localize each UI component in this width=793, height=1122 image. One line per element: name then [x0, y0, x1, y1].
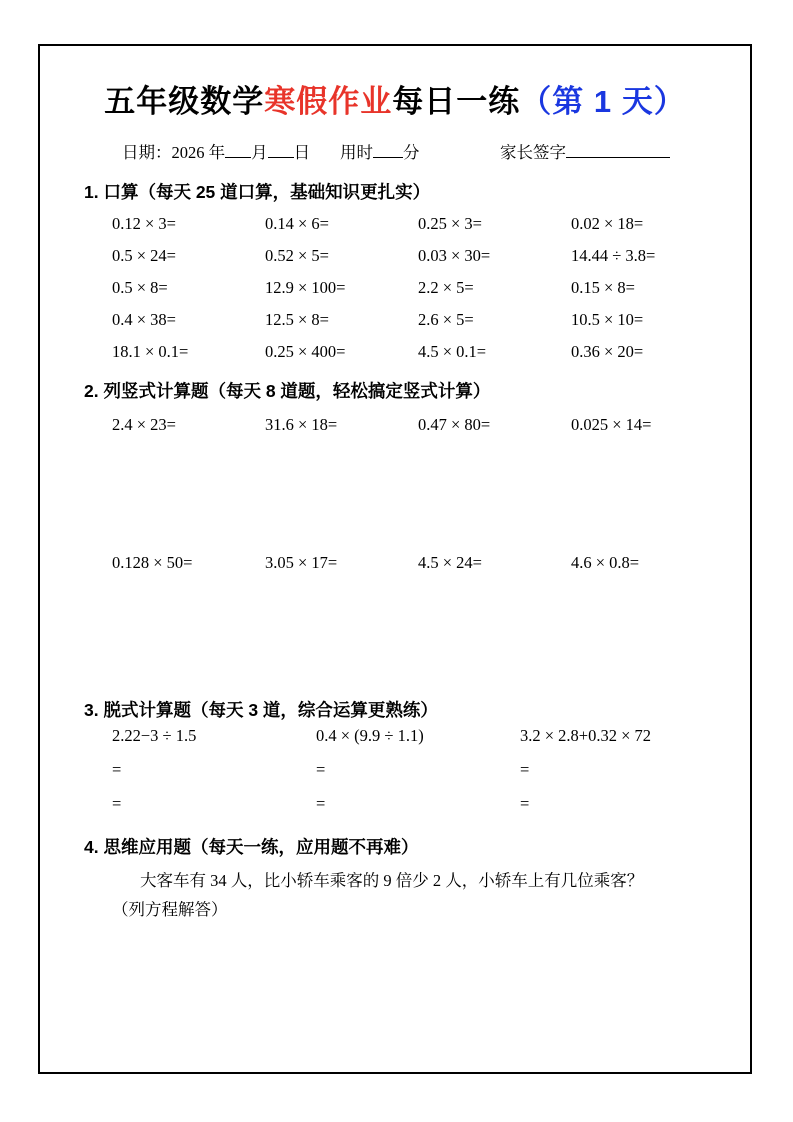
equals-cell: = [316, 794, 326, 813]
problem-row [112, 415, 724, 435]
page-title [66, 76, 724, 121]
problem-cell: 0.025 × 14= [571, 415, 652, 434]
problem-cell: 31.6 × 18= [265, 415, 338, 434]
problem-cell: 0.15 × 8= [571, 278, 635, 297]
problem-row [112, 214, 724, 234]
equals-row [112, 794, 724, 814]
title-part-day: （第 1 天） [520, 84, 686, 119]
section-heading-3: 3. 脱式计算题（每天 3 道，综合运算更熟练） [84, 700, 438, 720]
equals-row [112, 760, 724, 780]
title-part-highlight: 寒假作业 [264, 84, 393, 119]
section-heading-4: 4. 思维应用题（每天一练，应用题不再难） [84, 837, 419, 857]
equals-cell: = [520, 794, 530, 813]
month-blank[interactable] [225, 157, 251, 158]
problem-cell: 0.4 × (9.9 ÷ 1.1) [316, 726, 424, 745]
date-label: 日期：2026 年 [122, 143, 226, 162]
problem-cell: 10.5 × 10= [571, 310, 644, 329]
problem-row [112, 726, 724, 746]
minute-label: 分 [403, 143, 420, 162]
work-space-area [66, 573, 724, 681]
problem-cell: 0.5 × 24= [112, 246, 176, 265]
problem-row [112, 310, 724, 330]
problem-cell: 2.4 × 23= [112, 415, 176, 434]
equals-cell: = [520, 760, 530, 779]
problem-row [112, 278, 724, 298]
problem-cell: 0.4 × 38= [112, 310, 176, 329]
time-blank[interactable] [373, 157, 403, 158]
mental-math-grid [66, 214, 724, 362]
section-heading-2: 2. 列竖式计算题（每天 8 道题，轻松搞定竖式计算） [84, 381, 491, 401]
section-heading-1: 1. 口算（每天 25 道口算，基础知识更扎实） [84, 182, 431, 202]
word-problem-line-2: （列方程解答） [112, 899, 228, 919]
title-part-daily: 每日一练 [392, 84, 521, 119]
problem-cell: 0.03 × 30= [418, 246, 491, 265]
problem-cell: 4.6 × 0.8= [571, 553, 640, 572]
problem-row [112, 246, 724, 266]
time-label: 用时 [340, 143, 373, 162]
problem-cell: 4.5 × 0.1= [418, 342, 487, 361]
problem-cell: 14.44 ÷ 3.8= [571, 246, 656, 265]
problem-cell: 3.05 × 17= [265, 553, 338, 572]
vertical-calc-grid [66, 415, 724, 573]
problem-row [112, 553, 724, 573]
problem-cell: 0.25 × 3= [418, 214, 482, 233]
word-problem [66, 867, 724, 925]
equals-cell: = [112, 794, 122, 813]
problem-row [112, 342, 724, 362]
signature-field [500, 139, 670, 163]
tuoshi-grid [66, 726, 724, 814]
problem-cell: 2.6 × 5= [418, 310, 474, 329]
month-label: 月 [251, 143, 268, 162]
problem-cell: 2.2 × 5= [418, 278, 474, 297]
meta-line [66, 139, 724, 163]
problem-cell: 12.5 × 8= [265, 310, 329, 329]
equals-cell: = [112, 760, 122, 779]
title-part-grade: 五年级数学 [104, 84, 265, 119]
time-field [340, 139, 500, 163]
problem-cell: 4.5 × 24= [418, 553, 482, 572]
problem-cell: 0.128 × 50= [112, 553, 193, 572]
day-label: 日 [293, 143, 311, 162]
problem-cell: 0.14 × 6= [265, 214, 329, 233]
signature-blank[interactable] [566, 157, 670, 158]
worksheet-border [38, 44, 752, 1074]
problem-cell: 0.02 × 18= [571, 214, 644, 233]
equals-cell: = [316, 760, 326, 779]
problem-cell: 0.52 × 5= [265, 246, 329, 265]
problem-cell: 0.5 × 8= [112, 278, 168, 297]
word-problem-line-1: 大客车有 34 人，比小轿车乘客的 9 倍少 2 人，小轿车上有几位乘客？ [140, 871, 644, 890]
problem-cell: 18.1 × 0.1= [112, 342, 189, 361]
problem-cell: 0.12 × 3= [112, 214, 176, 233]
day-blank[interactable] [268, 157, 294, 158]
problem-cell: 0.47 × 80= [418, 415, 491, 434]
problem-cell: 0.25 × 400= [265, 342, 346, 361]
date-field [122, 139, 340, 163]
problem-cell: 2.22−3 ÷ 1.5 [112, 726, 197, 745]
problem-cell: 12.9 × 100= [265, 278, 346, 297]
problem-cell: 3.2 × 2.8+0.32 × 72 [520, 726, 652, 745]
signature-label: 家长签字 [500, 143, 566, 162]
problem-cell: 0.36 × 20= [571, 342, 644, 361]
